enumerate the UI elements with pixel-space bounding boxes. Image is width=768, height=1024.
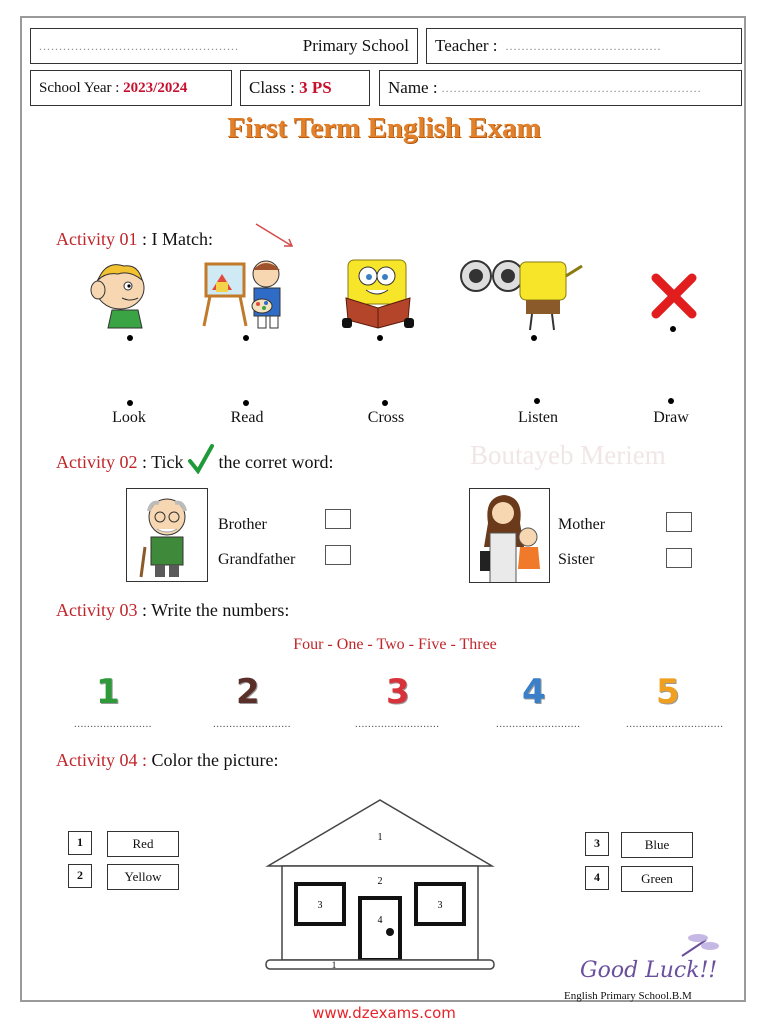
arrow-icon	[252, 220, 298, 252]
checkbox-grandfather[interactable]	[325, 545, 351, 565]
exam-title: First Term English Exam	[227, 112, 541, 144]
class-value: 3 PS	[299, 78, 332, 97]
answer-line-2[interactable]: ........................	[213, 718, 291, 730]
option-grandfather: Grandfather	[218, 551, 296, 568]
answer-line-3[interactable]: ..........................	[355, 718, 440, 730]
match-dot-bottom-1[interactable]	[127, 400, 133, 406]
activity-2-title	[56, 444, 333, 474]
footer-url-link[interactable]: www.dzexams.com	[312, 1004, 456, 1022]
house-label-base: 1	[331, 960, 337, 970]
match-word-5: Draw	[653, 409, 689, 426]
school-year-box	[30, 70, 232, 106]
match-dot-bottom-2[interactable]	[243, 400, 249, 406]
activity-1-title	[56, 229, 213, 250]
green-tick-icon	[188, 444, 214, 474]
activity-2-label: Activity 02	[56, 452, 138, 472]
mother-picture	[469, 488, 550, 583]
number-4: 4	[522, 672, 546, 712]
match-dot-top-3[interactable]	[377, 335, 383, 341]
number-2: 2	[236, 672, 260, 712]
house-label-window-left: 3	[317, 900, 323, 911]
grandfather-icon	[127, 489, 207, 581]
name-dots: .................................................................	[441, 80, 702, 95]
activity-2-text-before: : Tick	[142, 452, 184, 472]
match-dot-top-4[interactable]	[531, 335, 537, 341]
match-dot-bottom-4[interactable]	[534, 398, 540, 404]
name-box	[379, 70, 742, 106]
match-dot-bottom-5[interactable]	[668, 398, 674, 404]
school-name-dots: ..................................................	[39, 38, 239, 53]
number-word-list: Four - One - Two - Five - Three	[293, 636, 497, 653]
school-signature: English Primary School.B.M	[564, 990, 692, 1002]
activity-3-text: : Write the numbers:	[142, 600, 290, 620]
answer-line-4[interactable]: ..........................	[496, 718, 581, 730]
teacher-box	[426, 28, 742, 64]
class-label: Class :	[249, 78, 295, 97]
number-1: 1	[96, 672, 120, 712]
key-number-3: 3	[585, 832, 609, 856]
answer-line-5[interactable]: ..............................	[626, 718, 724, 730]
name-label: Name :	[388, 78, 438, 97]
key-number-2: 2	[68, 864, 92, 888]
activity-1-text: : I Match:	[142, 229, 213, 249]
match-word-4: Listen	[518, 409, 558, 426]
teacher-label: Teacher :	[435, 36, 498, 55]
school-name-box	[30, 28, 418, 64]
boy-listening-icon	[78, 258, 158, 330]
match-word-2: Read	[230, 409, 264, 426]
checkbox-sister[interactable]	[666, 548, 692, 568]
sponge-binoculars-icon	[458, 246, 588, 334]
activity-4-label: Activity 04 :	[56, 750, 147, 770]
door-knob-icon	[386, 928, 394, 936]
checkbox-brother[interactable]	[325, 509, 351, 529]
house-label-roof: 1	[377, 832, 383, 843]
answer-line-1[interactable]: ........................	[74, 718, 152, 730]
activity-3-title	[56, 600, 289, 621]
class-box	[240, 70, 370, 106]
option-brother: Brother	[218, 516, 267, 533]
match-dot-top-1[interactable]	[127, 335, 133, 341]
sponge-reading-icon	[336, 254, 420, 334]
house-drawing[interactable]	[262, 796, 498, 974]
school-year-label: School Year :	[39, 79, 120, 96]
house-base[interactable]	[266, 960, 494, 969]
grandfather-picture	[126, 488, 208, 582]
boy-painting-icon	[200, 254, 292, 332]
house-label-wall: 2	[377, 876, 383, 887]
activity-4-title	[56, 750, 278, 771]
key-number-1: 1	[68, 831, 92, 855]
house-label-door: 4	[377, 915, 383, 926]
match-dot-top-5[interactable]	[670, 326, 676, 332]
dragonfly-icon	[676, 930, 720, 960]
match-word-1: Look	[112, 409, 146, 426]
match-dot-top-2[interactable]	[243, 335, 249, 341]
number-3: 3	[386, 672, 410, 712]
key-color-blue: Blue	[621, 832, 693, 858]
key-color-yellow: Yellow	[107, 864, 179, 890]
option-sister: Sister	[558, 551, 595, 568]
good-luck-text: Good Luck!!	[580, 958, 718, 983]
key-number-4: 4	[585, 866, 609, 890]
teacher-dots: .......................................	[505, 38, 662, 53]
match-word-3: Cross	[367, 409, 405, 426]
house-door[interactable]	[360, 898, 400, 960]
activity-1-label: Activity 01	[56, 229, 138, 249]
match-dot-bottom-3[interactable]	[382, 400, 388, 406]
watermark: Boutayeb Meriem	[470, 440, 666, 470]
red-cross-icon	[650, 272, 698, 320]
mother-baby-icon	[470, 489, 550, 583]
number-5: 5	[656, 672, 680, 712]
activity-3-label: Activity 03	[56, 600, 138, 620]
activity-2-text-after: the corret word:	[218, 452, 334, 472]
house-label-window-right: 3	[437, 900, 443, 911]
activity-4-text: Color the picture:	[151, 750, 279, 770]
checkbox-mother[interactable]	[666, 512, 692, 532]
option-mother: Mother	[558, 516, 606, 533]
key-color-red: Red	[107, 831, 179, 857]
key-color-green: Green	[621, 866, 693, 892]
school-year-value: 2023/2024	[123, 79, 188, 96]
school-name-label: Primary School	[302, 36, 409, 55]
